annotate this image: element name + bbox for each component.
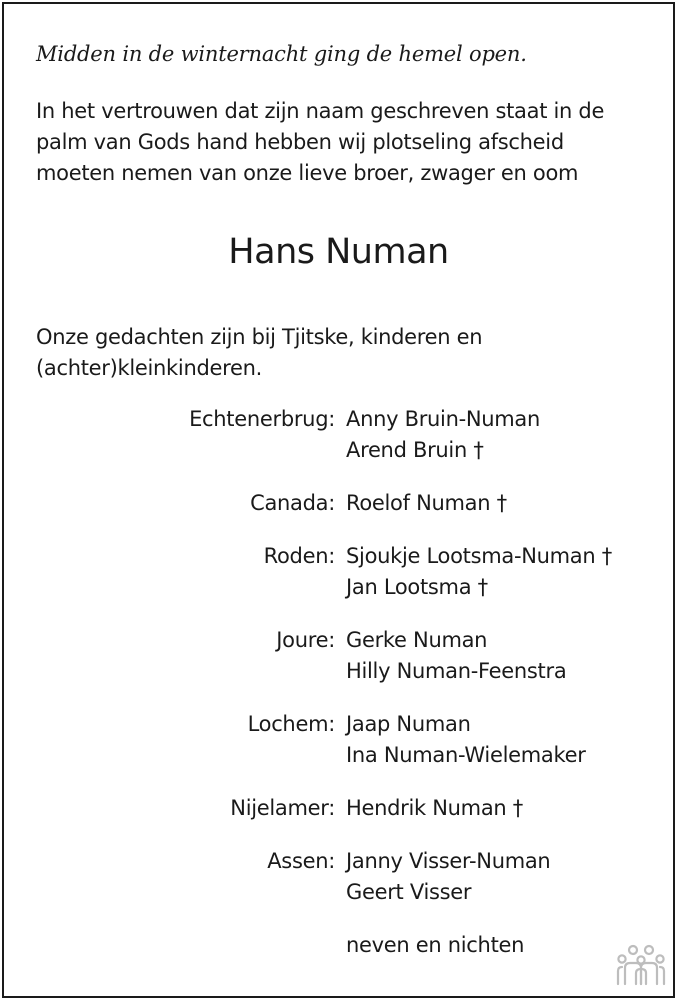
family-member: Sjoukje Lootsma-Numan † [346,544,612,568]
family-members [346,541,612,603]
family-place: Lochem: [247,712,335,736]
intro-line: moeten nemen van onze lieve broer, zwager en oom [36,161,579,185]
family-member: Jaap Numan [346,712,471,736]
deceased-name: Hans Numan [228,232,449,272]
family-place: Joure: [276,628,335,652]
family-group-joure [4,625,673,687]
family-members [346,793,523,824]
family-member: Anny Bruin-Numan [346,407,541,431]
family-place: Echtenerbrug: [189,407,335,431]
family-group-nijelamer [4,793,673,824]
family-place: Canada: [250,491,335,515]
obituary-card [2,2,675,998]
thoughts-line: (achter)kleinkinderen. [36,356,262,380]
family-group-lochem [4,709,673,771]
family-place: Roden: [263,544,335,568]
family-member: Jan Lootsma † [346,575,488,599]
family-member: Hendrik Numan † [346,796,523,820]
family-member: Gerke Numan [346,628,488,652]
family-members [346,404,540,466]
family-member: Roelof Numan † [346,491,507,515]
family-group-assen [4,846,673,908]
family-members [346,846,550,908]
intro-line: palm van Gods hand hebben wij plotseling afscheid [36,130,564,154]
family-place: Assen: [267,849,335,873]
family-member: Janny Visser-Numan [346,849,551,873]
family-list [4,404,673,930]
intro-line: In het vertrouwen dat zijn naam geschreven staat in de [36,99,605,123]
family-group-canada [4,488,673,519]
family-members [346,625,566,687]
family-place: Nijelamer: [230,796,335,820]
intro-paragraph [36,96,646,189]
family-group-echtenerbrug [4,404,673,466]
family-member: Ina Numan-Wielemaker [346,743,586,767]
thoughts-paragraph [36,322,646,384]
family-member: Geert Visser [346,880,472,904]
thoughts-line: Onze gedachten zijn bij Tjitske, kinderen en [36,325,483,349]
family-members [346,488,507,519]
closing-text: neven en nichten [346,933,525,957]
family-member: Hilly Numan-Feenstra [346,659,567,683]
family-member: Arend Bruin † [346,438,484,462]
family-members [346,709,586,771]
motto-text: Midden in de winternacht ging de hemel open. [36,42,527,66]
family-people-icon [616,944,666,986]
family-group-roden [4,541,673,603]
